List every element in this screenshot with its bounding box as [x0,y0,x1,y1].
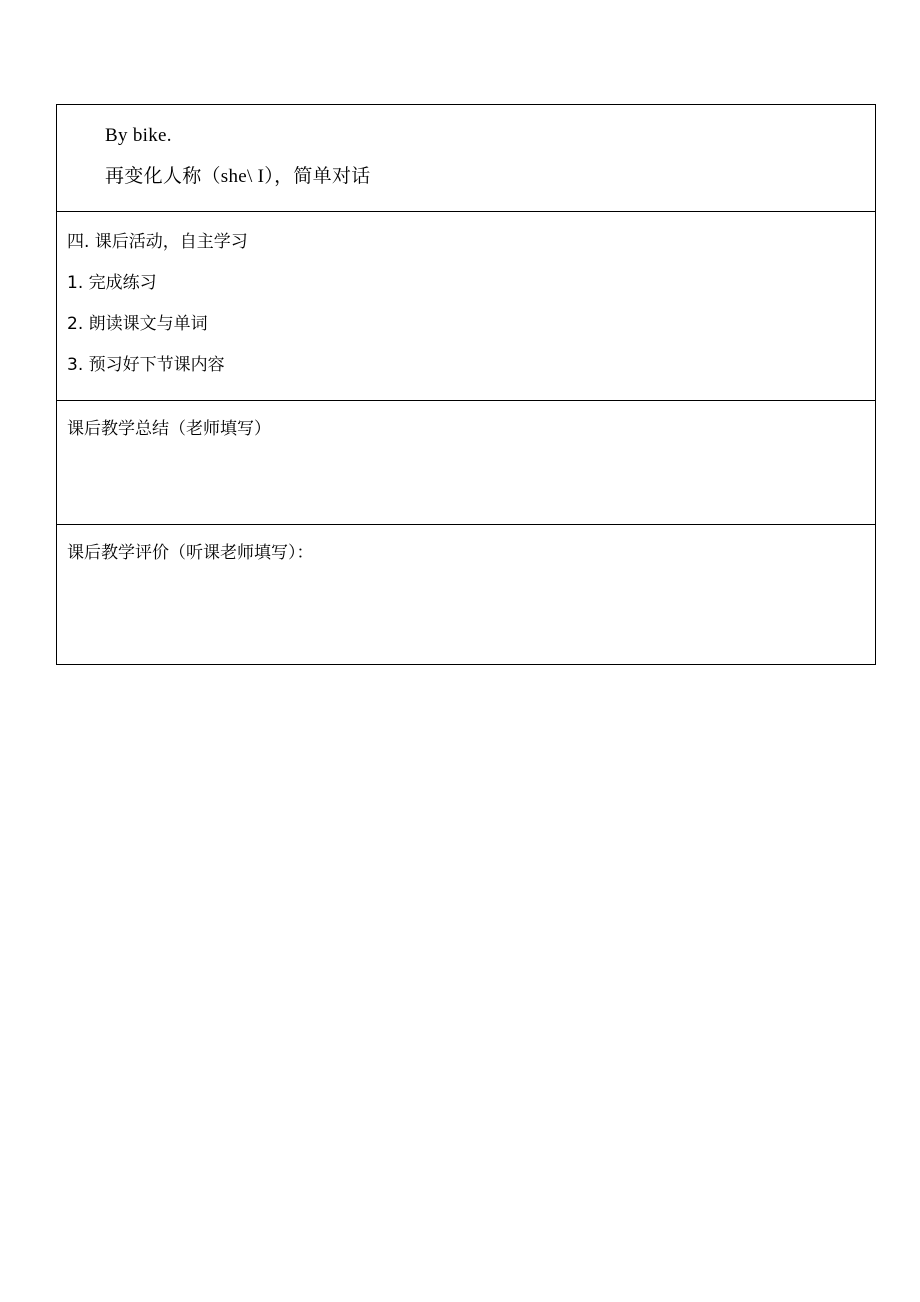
table-row-after-class-activity [57,212,876,401]
teaching-summary-content [57,401,875,524]
teaching-evaluation-blank-area[interactable] [57,572,875,650]
teaching-summary-cell [57,401,876,525]
dialogue-cell-content [57,105,875,211]
after-class-activity-item-1: 1. 完成练习 [67,273,157,293]
after-class-activity-item-3: 3. 预习好下节课内容 [67,355,225,375]
table-row-teaching-evaluation [57,525,876,665]
after-class-activity-item-2: 2. 朗读课文与单词 [67,314,208,334]
dialogue-line-2: 再变化人称（she\ I），简单对话 [105,166,371,187]
teaching-evaluation-cell [57,525,876,665]
teaching-summary-label: 课后教学总结（老师填写） [67,419,271,439]
table-row-dialogue [57,105,876,212]
after-class-activity-cell [57,212,876,401]
lesson-plan-table [56,104,876,665]
dialogue-line-1: By bike. [105,125,172,146]
after-class-activity-heading: 四. 课后活动，自主学习 [67,232,248,252]
after-class-activity-content [57,212,875,400]
teaching-evaluation-content [57,525,875,664]
teaching-summary-blank-area[interactable] [57,448,875,510]
table-row-teaching-summary [57,401,876,525]
dialogue-cell [57,105,876,212]
teaching-evaluation-label: 课后教学评价（听课老师填写）： [67,543,314,563]
